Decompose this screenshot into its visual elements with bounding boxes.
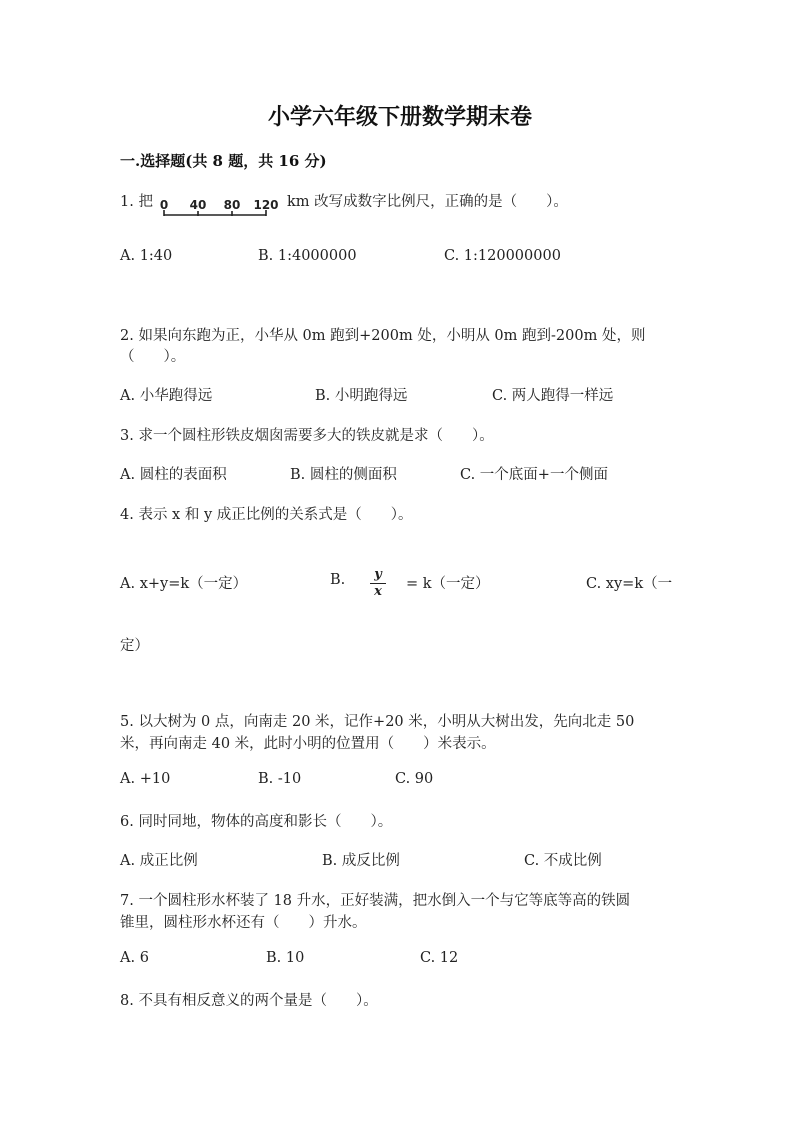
scale-label-80: 80 [223, 198, 241, 212]
question-3: 3. 求一个圆柱形铁皮烟囱需要多大的铁皮就是求（ ）。 [120, 428, 494, 444]
question-2-line-1: 2. 如果向东跑为正，小华从 0m 跑到+200m 处，小明从 0m 跑到-200m 处，则 [120, 328, 646, 344]
question-1-prefix: 1. 把 [120, 194, 153, 210]
q7-option-a[interactable]: A. 6 [120, 950, 149, 966]
question-5-line-2: 米，再向南走 40 米，此时小明的位置用（ ）米表示。 [120, 736, 496, 752]
scale-bar [154, 192, 284, 218]
q4-option-c[interactable]: C. xy=k（一 [586, 576, 673, 592]
q1-option-b[interactable]: B. 1:4000000 [258, 248, 357, 264]
q2-option-a[interactable]: A. 小华跑得远 [120, 388, 213, 404]
question-2-line-2: （ ）。 [120, 349, 186, 365]
fraction-denominator: x [374, 584, 382, 599]
q1-option-a[interactable]: A. 1:40 [120, 248, 173, 264]
q5-option-a[interactable]: A. +10 [120, 771, 171, 787]
q3-option-c[interactable]: C. 一个底面+一个侧面 [460, 467, 608, 483]
q3-option-a[interactable]: A. 圆柱的表面积 [120, 467, 227, 483]
q1-option-c[interactable]: C. 1:120000000 [444, 248, 561, 264]
section-heading: 一.选择题(共 8 题，共 16 分) [120, 152, 327, 170]
question-7-line-1: 7. 一个圆柱形水杯装了 18 升水，正好装满，把水倒入一个与它等底等高的铁圆 [120, 893, 631, 909]
q6-option-b[interactable]: B. 成反比例 [322, 853, 400, 869]
q5-option-c[interactable]: C. 90 [395, 771, 434, 787]
scale-label-40: 40 [189, 198, 207, 212]
q7-option-b[interactable]: B. 10 [266, 950, 305, 966]
question-8: 8. 不具有相反意义的两个量是（ ）。 [120, 993, 378, 1009]
q4-option-a[interactable]: A. x+y=k（一定） [120, 576, 248, 592]
q4-option-b-rest: = k（一定） [406, 576, 490, 592]
page-title: 小学六年级下册数学期末卷 [267, 104, 532, 130]
scale-label-120: 120 [253, 198, 279, 212]
q6-option-c[interactable]: C. 不成比例 [524, 853, 602, 869]
fraction-numerator: y [374, 567, 382, 582]
q7-option-c[interactable]: C. 12 [420, 950, 459, 966]
scale-label-0: 0 [159, 198, 169, 212]
question-1-suffix: km 改写成数字比例尺，正确的是（ ）。 [287, 194, 568, 210]
question-7-line-2: 锥里，圆柱形水杯还有（ ）升水。 [120, 915, 367, 931]
q2-option-b[interactable]: B. 小明跑得远 [315, 388, 408, 404]
question-5-line-1: 5. 以大树为 0 点，向南走 20 米，记作+20 米，小明从大树出发，先向北走 50 [120, 714, 635, 730]
q4-option-b-label[interactable]: B. [330, 572, 346, 588]
q3-option-b[interactable]: B. 圆柱的侧面积 [290, 467, 397, 483]
question-6: 6. 同时同地，物体的高度和影长（ ）。 [120, 814, 393, 830]
q2-option-c[interactable]: C. 两人跑得一样远 [492, 388, 614, 404]
q4-option-c-continued: 定） [120, 638, 149, 654]
q6-option-a[interactable]: A. 成正比例 [120, 853, 198, 869]
q5-option-b[interactable]: B. -10 [258, 771, 302, 787]
q4-option-b-fraction [368, 568, 388, 599]
question-4: 4. 表示 x 和 y 成正比例的关系式是（ ）。 [120, 507, 413, 523]
